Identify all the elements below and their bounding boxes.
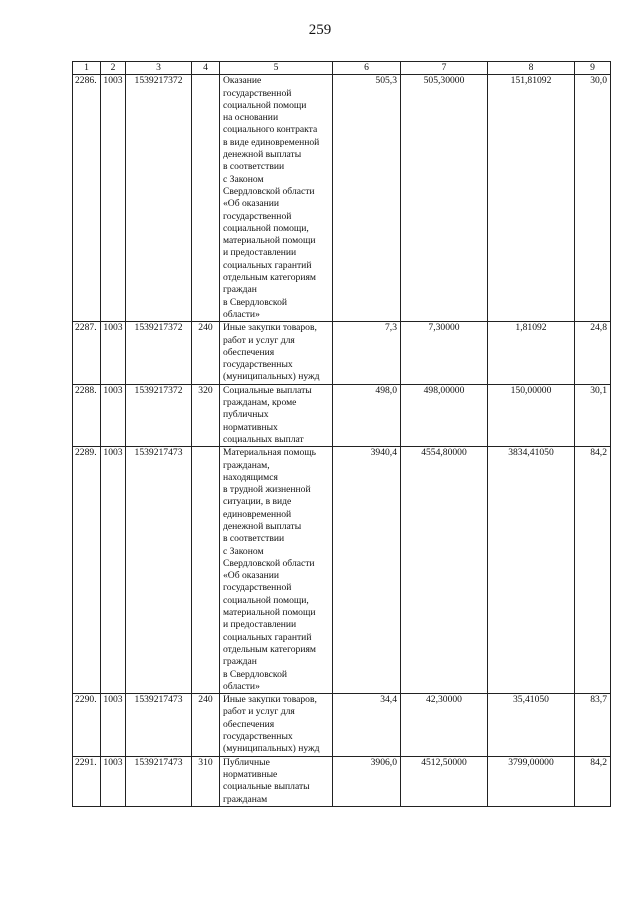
description-line: и предоставлении [223, 247, 297, 259]
description-line: с Законом [223, 173, 264, 185]
description-line: социального контракта [223, 124, 318, 136]
table-row [73, 322, 611, 384]
expense-type-cell [192, 447, 220, 694]
header-cell-7: 7 [401, 62, 488, 75]
row-number-cell: 2287. [73, 322, 101, 384]
value-col6-cell: 3940,4 [333, 447, 401, 694]
value-col8-cell: 150,00000 [488, 384, 575, 446]
value-col9-cell: 83,7 [575, 694, 611, 756]
description-line: работ и услуг для [223, 334, 295, 346]
description-line: обеспечения [223, 346, 275, 358]
description-line: нормативных [223, 421, 278, 433]
value-col8-cell: 1,81092 [488, 322, 575, 384]
description-line: государственной [223, 582, 292, 594]
description-line: нормативные [223, 768, 278, 780]
description-line: публичных [223, 409, 269, 421]
description-line: гражданам, кроме [223, 397, 297, 409]
description-line: социальной помощи [223, 99, 307, 111]
description-line: гражданам, [223, 459, 270, 471]
description-cell [220, 384, 333, 446]
description-line: и предоставлении [223, 619, 297, 631]
description-cell [220, 756, 333, 806]
description-line: материальной помощи [223, 235, 316, 247]
section-code-cell: 1003 [101, 694, 126, 756]
header-cell-9: 9 [575, 62, 611, 75]
description-line: единовременной [223, 508, 292, 520]
description-line: Социальные выплаты [223, 384, 312, 396]
description-line: в виде единовременной [223, 136, 320, 148]
expense-type-cell: 310 [192, 756, 220, 806]
value-col9-cell: 24,8 [575, 322, 611, 384]
expense-type-cell: 320 [192, 384, 220, 446]
table-row [73, 447, 611, 694]
description-line: граждан [223, 656, 257, 668]
description-line: Материальная помощь [223, 447, 317, 459]
description-cell [220, 322, 333, 384]
header-cell-6: 6 [333, 62, 401, 75]
description-line: находящимся [223, 471, 278, 483]
description-line: государственной [223, 87, 292, 99]
description-line: в соответствии [223, 533, 285, 545]
description-line: государственной [223, 210, 292, 222]
description-line: ситуации, в виде [223, 496, 292, 508]
table-row [73, 694, 611, 756]
table-row [73, 75, 611, 322]
description-line: работ и услуг для [223, 706, 295, 718]
description-line: Свердловской области [223, 185, 315, 197]
description-line: государственных [223, 731, 293, 743]
target-code-cell: 1539217372 [126, 322, 192, 384]
table-header-row [73, 62, 611, 75]
value-col8-cell: 151,81092 [488, 75, 575, 322]
target-code-cell: 1539217473 [126, 447, 192, 694]
description-line: государственных [223, 359, 293, 371]
description-line: гражданам [223, 793, 268, 805]
description-line: в трудной жизненной [223, 484, 311, 496]
row-number-cell: 2291. [73, 756, 101, 806]
description-line: Публичные [223, 756, 270, 768]
description-cell [220, 447, 333, 694]
description-line: «Об оказании [223, 198, 280, 210]
description-line: денежной выплаты [223, 149, 302, 161]
description-line: (муниципальных) нужд [223, 371, 320, 383]
description-line: социальные выплаты [223, 781, 310, 793]
value-col9-cell: 84,2 [575, 447, 611, 694]
row-number-cell: 2286. [73, 75, 101, 322]
section-code-cell: 1003 [101, 447, 126, 694]
description-line: социальной помощи, [223, 594, 309, 606]
value-col7-cell: 4554,80000 [401, 447, 488, 694]
expense-type-cell: 240 [192, 322, 220, 384]
description-line: Оказание [223, 75, 262, 87]
section-code-cell: 1003 [101, 75, 126, 322]
description-line: граждан [223, 284, 257, 296]
description-line: области» [223, 680, 260, 692]
description-line: «Об оказании [223, 570, 280, 582]
section-code-cell: 1003 [101, 756, 126, 806]
description-line: на основании [223, 112, 279, 124]
value-col7-cell: 7,30000 [401, 322, 488, 384]
value-col6-cell: 3906,0 [333, 756, 401, 806]
description-line: Свердловской области [223, 557, 315, 569]
value-col9-cell: 84,2 [575, 756, 611, 806]
value-col8-cell: 3834,41050 [488, 447, 575, 694]
description-line: социальных выплат [223, 433, 304, 445]
target-code-cell: 1539217372 [126, 75, 192, 322]
value-col8-cell: 3799,00000 [488, 756, 575, 806]
expense-type-cell [192, 75, 220, 322]
description-line: в соответствии [223, 161, 285, 173]
description-line: Иные закупки товаров, [223, 694, 317, 706]
header-cell-1: 1 [73, 62, 101, 75]
description-line: материальной помощи [223, 607, 316, 619]
section-code-cell: 1003 [101, 322, 126, 384]
value-col9-cell: 30,1 [575, 384, 611, 446]
description-line: области» [223, 308, 260, 320]
header-cell-4: 4 [192, 62, 220, 75]
description-line: социальных гарантий [223, 631, 312, 643]
target-code-cell: 1539217473 [126, 694, 192, 756]
header-cell-2: 2 [101, 62, 126, 75]
header-cell-3: 3 [126, 62, 192, 75]
target-code-cell: 1539217473 [126, 756, 192, 806]
description-line: денежной выплаты [223, 520, 302, 532]
target-code-cell: 1539217372 [126, 384, 192, 446]
header-cell-8: 8 [488, 62, 575, 75]
page-number: 259 [308, 22, 332, 38]
value-col7-cell: 505,30000 [401, 75, 488, 322]
header-cell-5: 5 [220, 62, 333, 75]
table-row [73, 756, 611, 806]
row-number-cell: 2290. [73, 694, 101, 756]
description-line: социальной помощи, [223, 222, 309, 234]
section-code-cell: 1003 [101, 384, 126, 446]
description-line: обеспечения [223, 718, 275, 730]
value-col7-cell: 42,30000 [401, 694, 488, 756]
value-col7-cell: 4512,50000 [401, 756, 488, 806]
description-line: отдельным категориям [223, 643, 316, 655]
value-col6-cell: 505,3 [333, 75, 401, 322]
description-cell [220, 694, 333, 756]
description-line: в Свердловской [223, 296, 288, 308]
description-line: в Свердловской [223, 668, 288, 680]
value-col6-cell: 498,0 [333, 384, 401, 446]
budget-table [72, 61, 611, 807]
description-line: Иные закупки товаров, [223, 322, 317, 334]
row-number-cell: 2289. [73, 447, 101, 694]
row-number-cell: 2288. [73, 384, 101, 446]
expense-type-cell: 240 [192, 694, 220, 756]
value-col6-cell: 34,4 [333, 694, 401, 756]
description-line: отдельным категориям [223, 272, 316, 284]
description-cell [220, 75, 333, 322]
value-col6-cell: 7,3 [333, 322, 401, 384]
value-col9-cell: 30,0 [575, 75, 611, 322]
description-line: с Законом [223, 545, 264, 557]
value-col8-cell: 35,41050 [488, 694, 575, 756]
description-line: (муниципальных) нужд [223, 743, 320, 755]
description-line: социальных гарантий [223, 259, 312, 271]
table-row [73, 384, 611, 446]
table-body [73, 62, 611, 807]
value-col7-cell: 498,00000 [401, 384, 488, 446]
